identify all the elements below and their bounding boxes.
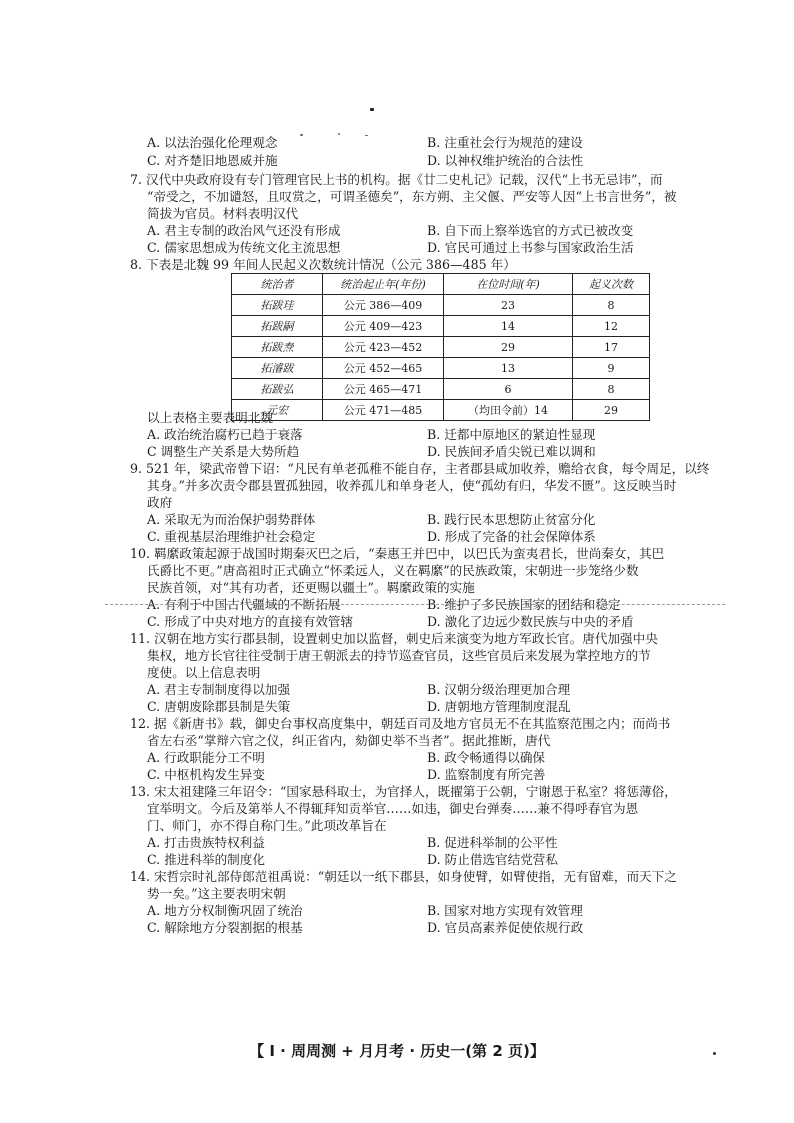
table-cell: 拓跋珪 (232, 295, 323, 316)
q11-option-d: D. 唐朝地方管理制度混乱 (427, 699, 571, 714)
table-cell: 29 (573, 400, 650, 421)
q8-option-a: A. 政治统治腐朽已趋于衰落 (147, 427, 303, 442)
q6-option-a: A. 以法治强化伦理观念 (147, 135, 278, 150)
q11-option-b: B. 汉朝分级治理更加合理 (427, 682, 571, 697)
table-cell: 拓濬跋 (232, 358, 323, 379)
q8-option-d: D. 民族间矛盾尖锐已难以调和 (427, 444, 596, 459)
q13-stem-line-2: 宜举明文。今后及第举人不得辄拜知贡举官……如违，御史台弹奏……兼不得呼春官为恩 (147, 801, 639, 816)
q7-option-a: A. 君主专制的政治风气还没有形成 (147, 223, 341, 238)
q13-option-b: B. 促进科举制的公平性 (427, 835, 558, 850)
q9-stem-line-3: 政府 (147, 495, 173, 510)
q13-stem-line-1: 13. 宋太祖建隆三年诏令：“国家悬科取士，为官择人，既擢第于公朝，宁谢恩于私室？将惩薄俗， (130, 784, 677, 799)
q10-stem-line-1: 10. 羁縻政策起源于战国时期秦灭巴之后，“秦惠王并巴中，以巴氏为蛮夷君长，世尚秦女，其巴 (130, 546, 665, 561)
q6-option-b: B. 注重社会行为规范的建设 (427, 135, 583, 150)
q9-option-a: A. 采取无为而治保护弱势群体 (147, 512, 316, 527)
q10-option-a: A. 有利于中国古代疆域的不断拓展 (147, 597, 341, 612)
q9-stem-line-1: 9. 521 年，梁武帝曾下诏：“凡民有单老孤稚不能自存，主者郡县咸加收养，赡给衣食，每令周足，以终 (130, 461, 710, 476)
table-header-cell: 起义次数 (573, 274, 650, 295)
table-row (232, 316, 650, 337)
scan-speck (713, 1052, 716, 1055)
table-cell: 6 (444, 379, 573, 400)
table-cell: 公元 386—409 (323, 295, 444, 316)
q11-stem-line-3: 度使。以上信息表明 (147, 665, 261, 680)
q12-option-b: B. 政令畅通得以确保 (427, 750, 546, 765)
q12-option-a: A. 行政职能分工不明 (147, 750, 265, 765)
q14-option-d: D. 官员高素养促使依规行政 (427, 920, 584, 935)
table-cell: 8 (573, 295, 650, 316)
q13-stem-line-3: 门、师门，亦不得自称门生。”此项改革旨在 (147, 818, 387, 833)
q12-option-d: D. 监察制度有所完善 (427, 767, 546, 782)
q7-stem-line-2: “帝受之，不加谴怒，且叹赏之，可谓圣德矣”，东方朔、主父偃、严安等人因“上书言世务”，被 (147, 189, 677, 204)
q13-option-c: C. 推进科举的制度化 (147, 852, 265, 867)
scan-fold-line (105, 604, 725, 605)
table-cell: 拓跋嗣 (232, 316, 323, 337)
scan-speck (300, 134, 303, 136)
table-header-cell: 统治起止年(年份) (323, 274, 444, 295)
table-header-cell: 统治者 (232, 274, 323, 295)
q7-option-d: D. 官民可通过上书参与国家政治生活 (427, 240, 634, 255)
q9-option-c: C. 重视基层治理维护社会稳定 (147, 529, 316, 544)
table-cell: 拓跋弘 (232, 379, 323, 400)
q12-stem-line-1: 12. 据《新唐书》载，御史台事权高度集中，朝廷百司及地方官员无不在其监察范围之内；而尚书 (130, 716, 671, 731)
table-cell: 公元 452—465 (323, 358, 444, 379)
table-cell: （均田令前）14 (444, 400, 573, 421)
q8-question: 以上表格主要表明北魏 (147, 410, 273, 425)
table-cell: 13 (444, 358, 573, 379)
table-cell: 公元 409—423 (323, 316, 444, 337)
table-row (232, 358, 650, 379)
page-footer: 【 I · 周周测 + 月月考 · 历史一(第 2 页)】 (249, 1042, 545, 1060)
q14-option-a: A. 地方分权制衡巩固了统治 (147, 903, 303, 918)
table-cell: 9 (573, 358, 650, 379)
table-cell: 8 (573, 379, 650, 400)
q10-option-c: C. 形成了中央对地方的直接有效管辖 (147, 614, 354, 629)
table-cell: 公元 423—452 (323, 337, 444, 358)
q11-option-a: A. 君主专制制度得以加强 (147, 682, 291, 697)
q9-option-b: B. 践行民本思想防止贫富分化 (427, 512, 596, 527)
table-cell: 23 (444, 295, 573, 316)
q12-stem-line-2: 省左右丞“掌辩六官之仪，纠正省内，劾御史举不当者”。据此推断，唐代 (147, 733, 551, 748)
table-cell: 拓跋焘 (232, 337, 323, 358)
table-header-cell: 在位时间(年) (444, 274, 573, 295)
q14-stem-line-1: 14. 宋哲宗时礼部侍郎范祖禹说：“朝廷以一纸下郡县，如身使臂，如臂使指，无有留难，而天下之 (130, 869, 677, 884)
q9-option-d: D. 形成了完备的社会保障体系 (427, 529, 596, 544)
q13-option-d: D. 防止借选官结党营私 (427, 852, 558, 867)
q6-option-d: D. 以神权维护统治的合法性 (427, 153, 584, 168)
q14-stem-line-2: 势一矣。”这主要表明宋朝 (147, 886, 286, 901)
q8-option-c: C 调整生产关系是大势所趋 (147, 444, 300, 459)
scan-speck (370, 108, 374, 111)
q8-option-b: B. 迁都中原地区的紧迫性显现 (427, 427, 596, 442)
table-row (232, 379, 650, 400)
q13-option-a: A. 打击贵族特权利益 (147, 835, 265, 850)
q14-option-b: B. 国家对地方实现有效管理 (427, 903, 583, 918)
table-row (232, 295, 650, 316)
q11-option-c: C. 唐朝废除郡县制是失策 (147, 699, 291, 714)
q11-stem-line-2: 集权，地方长官往往受制于唐王朝派去的持节巡查官员，这些官员后来发展为掌控地方的节 (147, 648, 651, 663)
table-header-row (232, 274, 650, 295)
table-cell: 14 (444, 316, 573, 337)
q8-stem: 8. 下表是北魏 99 年间人民起义次数统计情况（公元 386—485 年） (130, 257, 516, 272)
table-row (232, 400, 650, 421)
q10-stem-line-2: 氏爵比不更。”唐高祖时正式确立“怀柔远人，义在羁縻”的民族政策，宋朝进一步笼络少数 (147, 563, 639, 578)
uprising-statistics-table (231, 273, 650, 421)
q9-stem-line-2: 其身。”并多次责令郡县置孤独园，收养孤儿和单身老人，使“孤幼有归，华发不匮”。这反映当时 (147, 478, 677, 493)
scan-speck (365, 135, 368, 136)
q10-option-d: D. 激化了边远少数民族与中央的矛盾 (427, 614, 634, 629)
q14-option-c: C. 解除地方分裂割据的根基 (147, 920, 303, 935)
table-cell: 元宏 (232, 400, 323, 421)
q11-stem-line-1: 11. 汉朝在地方实行郡县制，设置刺史加以监督，刺史后来演变为地方军政长官。唐代加强中央 (130, 631, 658, 646)
table-row (232, 337, 650, 358)
q7-stem-line-1: 7. 汉代中央政府设有专门管理官民上书的机构。据《廿二史札记》记载，汉代“上书无忌讳”，而 (130, 172, 663, 187)
q6-option-c: C. 对齐楚旧地恩威并施 (147, 153, 278, 168)
table-cell: 12 (573, 316, 650, 337)
table-cell: 公元 465—471 (323, 379, 444, 400)
q10-option-b: B. 维护了多民族国家的团结和稳定 (427, 597, 621, 612)
q7-option-b: B. 自下而上察举选官的方式已被改变 (427, 223, 634, 238)
scan-speck (338, 133, 340, 135)
q7-stem-line-3: 简拔为官员。材料表明汉代 (147, 206, 299, 221)
q10-stem-line-3: 民族首领，对“其有功者，还更赐以疆土”。羁縻政策的实施 (147, 580, 475, 595)
table-cell: 17 (573, 337, 650, 358)
table-cell: 公元 471—485 (323, 400, 444, 421)
q7-option-c: C. 儒家思想成为传统文化主流思想 (147, 240, 341, 255)
table-cell: 29 (444, 337, 573, 358)
q12-option-c: C. 中枢机构发生异变 (147, 767, 265, 782)
